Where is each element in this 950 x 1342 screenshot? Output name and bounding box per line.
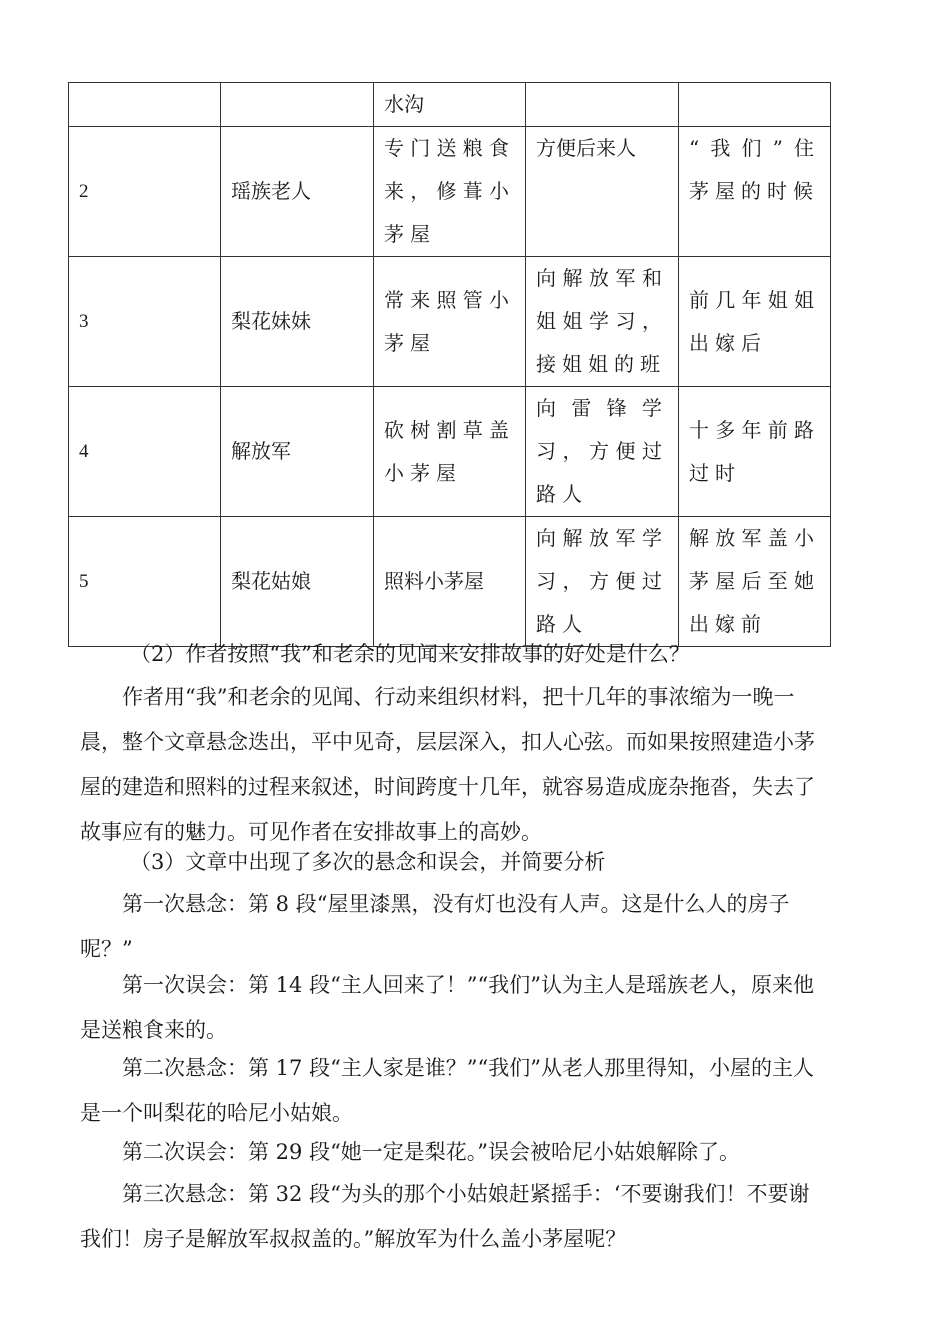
- events-table: [68, 82, 831, 647]
- suspense-3: 第三次悬念：第 32 段“为头的那个小姑娘赶紧摇手：‘不要谢我们！不要谢我们！房子是解放军叔叔盖的。”解放军为什么盖小茅屋呢？: [80, 1182, 810, 1251]
- table-cell: 水沟: [374, 83, 526, 127]
- table-row: [69, 83, 831, 127]
- question-2: （2）作者按照“我”和老余的见闻来安排故事的好处是什么？: [130, 642, 690, 666]
- table-row: [69, 517, 831, 647]
- question-3: （3）文章中出现了多次的悬念和误会，并简要分析: [130, 850, 606, 874]
- deed-cell: 照料小茅屋: [374, 517, 526, 647]
- deed-cell: 砍树割草盖小茅屋: [374, 387, 526, 517]
- reason-cell: 向解放军学习，方便过路人: [526, 517, 679, 647]
- misunderstanding-1: 第一次误会：第 14 段“主人回来了！”“我们”认为主人是瑶族老人，原来他是送粮食来的。: [80, 973, 815, 1042]
- reason-cell: 向解放军和姐姐学习，接姐姐的班: [526, 257, 679, 387]
- time-cell: 前几年姐姐出嫁后: [679, 257, 831, 387]
- deed-cell: 常来照管小茅屋: [374, 257, 526, 387]
- table-cell: [69, 83, 221, 127]
- row-number: 2: [69, 127, 221, 257]
- table-cell: [526, 83, 679, 127]
- person-cell: 解放军: [221, 387, 374, 517]
- deed-cell: 专门送粮食来，修葺小茅屋: [374, 127, 526, 257]
- person-cell: 梨花姑娘: [221, 517, 374, 647]
- person-cell: 梨花妹妹: [221, 257, 374, 387]
- suspense-1: 第一次悬念：第 8 段“屋里漆黑，没有灯也没有人声。这是什么人的房子呢？”: [80, 892, 790, 961]
- reason-cell: 方便后来人: [526, 127, 679, 257]
- table-row: [69, 257, 831, 387]
- row-number: 4: [69, 387, 221, 517]
- reason-cell: 向雷锋学习，方便过路人: [526, 387, 679, 517]
- answer-2: 作者用“我”和老余的见闻、行动来组织材料，把十几年的事浓缩为一晚一晨，整个文章悬念迭出，平中见奇，层层深入，扣人心弦。而如果按照建造小茅屋的建造和照料的过程来叙述，时间跨度十几年，就容易造成庞杂拖沓，失去了故事应有的魅力。可见作者在安排故事上的高妙。: [80, 685, 815, 844]
- table-row: [69, 127, 831, 257]
- misunderstanding-2: 第二次误会：第 29 段“她一定是梨花。”误会被哈尼小姑娘解除了。: [122, 1140, 741, 1164]
- table-cell: [221, 83, 374, 127]
- time-cell: “我们”住茅屋的时候: [679, 127, 831, 257]
- time-cell: 解放军盖小茅屋后至她出嫁前: [679, 517, 831, 647]
- table-row: [69, 387, 831, 517]
- row-number: 5: [69, 517, 221, 647]
- row-number: 3: [69, 257, 221, 387]
- time-cell: 十多年前路过时: [679, 387, 831, 517]
- table-cell: [679, 83, 831, 127]
- suspense-2: 第二次悬念：第 17 段“主人家是谁？”“我们”从老人那里得知，小屋的主人是一个叫梨花的哈尼小姑娘。: [80, 1056, 815, 1125]
- person-cell: 瑶族老人: [221, 127, 374, 257]
